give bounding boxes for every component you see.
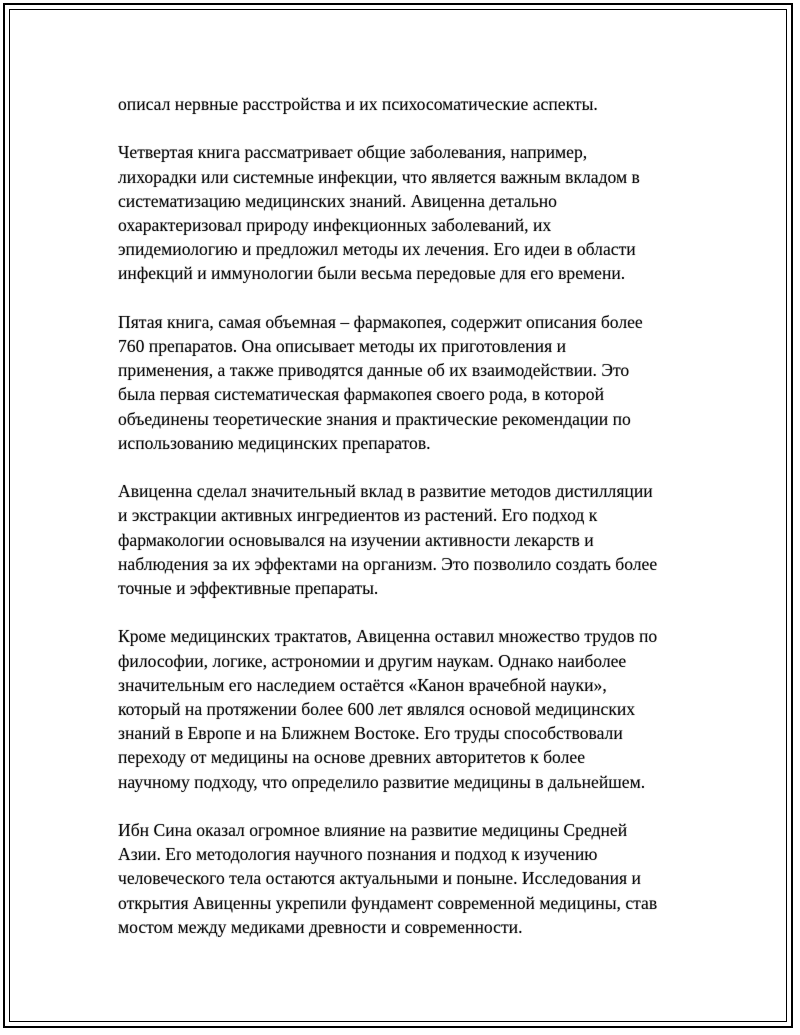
paragraph: описал нервные расстройства и их психосоматические аспекты. [118,94,598,114]
paragraph: Кроме медицинских трактатов, Авиценна оставил множество трудов по философии, логике, астрономии и другим наукам. Однако наиболее значительным его наследием остаётся «Канон врачебной науки», который на протяжении более 600 лет являлся основой медицинских знаний в Европе и на Ближнем Востоке. Его труды способствовали переходу от медицины на основе древних авторитетов к более научному подходу, что определило развитие медицины в дальнейшем. [118,626,658,792]
paragraph: Ибн Сина оказал огромное влияние на развитие медицины Средней Азии. Его методология научного познания и подход к изучению человеческого тела остаются актуальными и поныне. Исследования и открытия Авиценны укрепили фундамент современной медицины, став мостом между медиками древности и современности. [118,820,658,937]
paragraph: Авиценна сделал значительный вклад в развитие методов дистилляции и экстракции активных ингредиентов из растений. Его подход к фармакологии основывался на изучении активности лекарств и наблюдения за их эффектами на организм. Это позволило создать более точные и эффективные препараты. [118,481,658,599]
paragraph: Четвертая книга рассматривает общие заболевания, например, лихорадки или системные инфекции, что является важным вкладом в систематизацию медицинских знаний. Авиценна детально охарактеризовал природу инфекционных заболеваний, их эпидемиологию и предложил методы их лечения. Его идеи в области инфекций и иммунологии были весьма передовые для его времени. [118,142,640,284]
paragraph: Пятая книга, самая объемная – фармакопея, содержит описания более 760 препаратов. Она описывает методы их приготовления и применения, а также приводятся данные об их взаимодействии. Это была первая систематическая фармакопея своего рода, в которой объединены теоретические знания и практические рекомендации по использованию медицинских препаратов. [118,311,643,453]
document-body [118,92,698,963]
